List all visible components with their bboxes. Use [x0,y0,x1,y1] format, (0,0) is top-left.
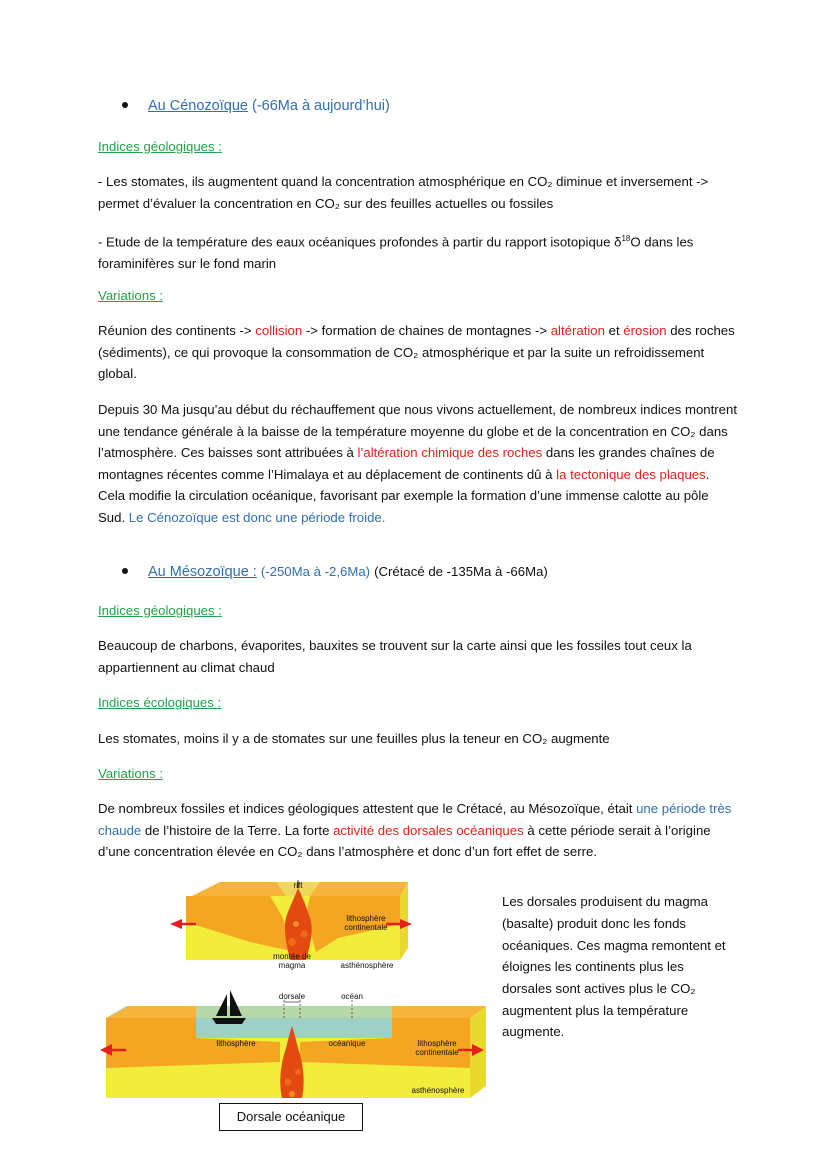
mesozoic-heading [122,564,548,580]
mesozoic-cretace-paragraph: De nombreux fossiles et indices géologiques attestent que le Crétacé, au Mésozoïque, était une période très chaude de l’histoire de la Terre. La forte activité des dorsales océaniques à cette période serait à l’origine d’une concentration élevée en CO₂ dans l’atmosphère et donc d’un fort effet de serre. [98,801,732,859]
label-rift: rift [293,881,303,890]
label-ocean: océan [341,992,363,1001]
label-asthenosphere-bottom: asthénosphère [411,1086,465,1095]
diagram-caption: Dorsale océanique [219,1103,363,1131]
right-crust-top [310,882,408,896]
cenozoic-cooling-paragraph: Depuis 30 Ma jusqu’au début du réchauffement que nous vivons actuellement, de nombreux indices montrent une tendance générale à la baisse de la température moyenne du globe et de la concentration en CO₂ dans l’atmosphère. Ces baisses sont attribuées à l’altération chimique des roches dans les grandes chaînes de montagnes récentes comme l’Himalaya et au déplacement de continents dû à la tectonique des plaques. Cela modifie la circulation océanique, favorisant par exemple la formation d’une immense calotte au pôle Sud. Le Cénozoïque est donc une période froide. [98,402,738,525]
label-oceanique: océanique [328,1039,366,1048]
cretace-range: (Crétacé de -135Ma à -66Ma) [374,564,548,579]
bullet-icon [122,102,128,108]
dorsale-diagram [100,872,490,1104]
cenozoic-heading [122,98,390,114]
cenozoic-indices-label: Indices géologiques : [98,139,222,154]
mesozoic-range: (-250Ma à -2,6Ma) [260,564,371,579]
mesozoic-charbons-paragraph: Beaucoup de charbons, évaporites, bauxites se trouvent sur la carte ainsi que les fossiles tout ceux la appartiennent au climat chaud [98,638,692,675]
label-montee-magma: montée de magma [273,952,311,970]
dorsale-diagram-svg [100,872,490,1104]
bullet-icon [122,568,128,574]
dorsale-explanation: Les dorsales produisent du magma (basalte) produit donc les fonds océaniques. Ces magma remontent et éloignes les continents plus les dorsales sont actives plus le CO₂ augmentent plus la température augmente. [502,894,726,1040]
cenozoic-range: (-66Ma à aujourd’hui) [252,98,390,114]
left-crust-top [192,882,286,896]
mesozoic-link[interactable]: Au Mésozoïque : [148,564,257,580]
mesozoic-indices-geo-label: Indices géologiques : [98,603,222,618]
cenozoic-link[interactable]: Au Cénozoïque [148,98,248,114]
mesozoic-variations-label: Variations : [98,766,163,781]
cenozoic-variations-label: Variations : [98,288,163,303]
label-lithosphere-left: lithosphère [216,1039,256,1048]
label-asthenosphere-top: asthénosphère [340,961,394,970]
mesozoic-stomates-paragraph: Les stomates, moins il y a de stomates sur une feuilles plus la teneur en CO₂ augmente [98,731,610,746]
label-lithosphere-continentale-top: lithosphère continentale [344,914,388,932]
cenozoic-isotope-paragraph: - Etude de la température des eaux océaniques profondes à partir du rapport isotopique $\delta^{18}O$ dans les foraminifères sur le fond marin [98,234,694,271]
cenozoic-stomates-paragraph: - Les stomates, ils augmentent quand la concentration atmosphérique en CO₂ diminue et inversement -> permet d’évaluer la concentration en CO₂ sur des feuilles actuelles ou fossiles [98,174,709,211]
label-dorsale: dorsale [278,992,306,1001]
cenozoic-collision-paragraph: Réunion des continents -> collision -> formation de chaines de montagnes -> altération et érosion des roches (sédiments), ce qui provoque la consommation de CO₂ atmosphérique et par la suite un refroidissement global. [98,323,735,381]
label-lithosphere-continentale-bottom: lithosphère continentale [415,1039,459,1057]
mesozoic-indices-eco-label: Indices écologiques : [98,695,222,710]
